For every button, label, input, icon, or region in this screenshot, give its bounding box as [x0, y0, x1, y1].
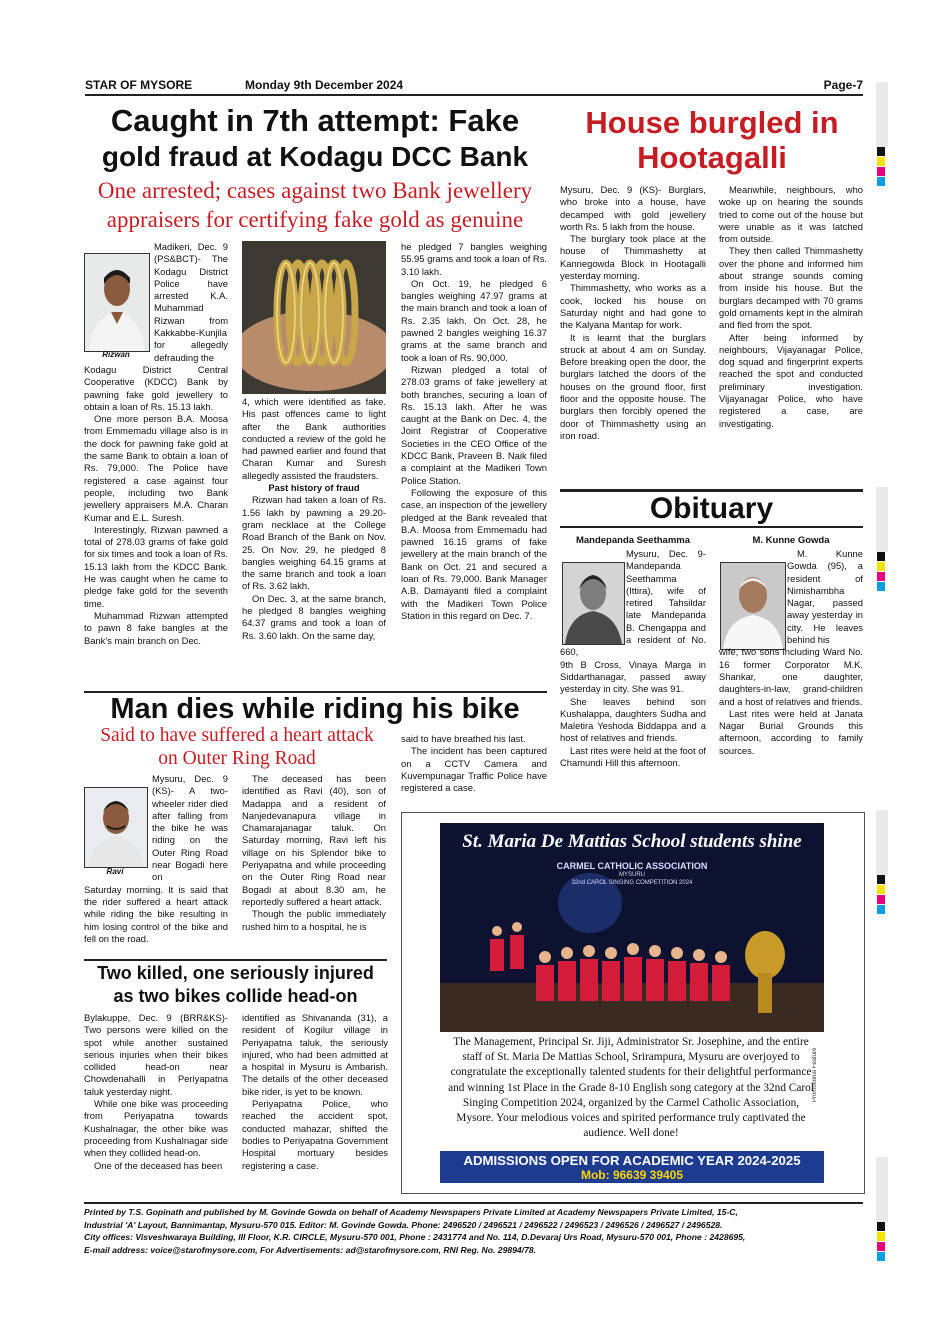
photo-float-spacer [84, 241, 154, 362]
story3-subhead-line2: on Outer Ring Road [158, 748, 316, 769]
obituary-title: Obituary [649, 492, 774, 525]
ad-banner-line1: CARMEL CATHOLIC ASSOCIATION [556, 861, 708, 871]
obituary-left-p3: Last rites were held at the foot of Chamundi Hill this afternoon. [560, 744, 707, 769]
story1-col1-p2: One more person B.A. Moosa from Emmemadu village also is in the dock for pawning fake gold at the same Bank to obtain a loan of Rs. 79,000. The Police have registered a case against four people, including two Bank jewellery appraisers M.A. Charan Kumar and E.L. Suresh. [84, 413, 228, 523]
paper-name: STAR OF MYSORE [85, 78, 193, 92]
ad-banner-line2: MYSURU [618, 872, 645, 878]
ad-mobile-number: Mob: 96639 39405 [580, 1168, 684, 1182]
story2-col1-p3: Thimmashetty, who works as a cook, locked his house on Saturday night and had gone to the Kalyana Mantap for work. [560, 282, 706, 331]
story4-top-rule [84, 959, 387, 961]
story1-col1-p1: Kodagu District Central Cooperative (KDCC) Bank by pawning fake gold jewellery to obtain a loan of Rs. 15.13 lakh. [84, 363, 228, 412]
ravi-caption: Ravi [106, 867, 124, 876]
story4-column-2 [242, 1012, 388, 1172]
margin-strip-2 [876, 487, 888, 552]
rizwan-caption: Rizwan [102, 350, 130, 359]
registration-mark-magenta [877, 167, 885, 176]
story3-col2-p2: Though the public immediately rushed him to a hospital, he is [242, 908, 386, 932]
ad-body-text: The Management, Principal Sr. Jiji, Administrator Sr. Josephine, and the entire staff of St. Maria De Mattias School, Srirampura, Mysuru are overjoyed to congratulate the exceptionally talented students for their delightful performance and winning 1st Place in the Grade 8-10 English song category at the 32nd Carol Singing Competition 2024, organized by the Carmel Catholic Association, Mysore. Your melodious voices and spirited performance truly captivated the audience. Well done! [448, 1036, 814, 1140]
story1-col3-p2: On Oct. 19, he pledged 6 bangles weighing 47.97 grams at the main branch and took a loan of Rs. 2.35 lakh. On Oct. 28, he pawned 2 bangles weighing 16.37 grams at the same branch and took a loan of Rs. 90,000. [401, 277, 547, 363]
registration-mark-cyan [877, 905, 885, 914]
story1-headline-line2: gold fraud at Kodagu DCC Bank [101, 141, 529, 172]
story4-headline-line1: Two killed, one seriously injured [97, 963, 374, 983]
story1-col3-p1: he pledged 7 bangles weighing 55.95 grams and took a loan of Rs. 3.10 lakh. [401, 241, 547, 277]
story3-column-2 [242, 773, 386, 933]
registration-mark-yellow [877, 157, 885, 166]
story3-col3-p2: The incident has been captured on a CCTV Camera and Kuvempunagar Traffic Police have registered a case. [401, 745, 547, 794]
story2-col2-p1: Meanwhile, neighbours, who woke up on hearing the sounds tried to come out of the house but were unable as it was latched from outside. [719, 184, 863, 245]
obituary-bottom-rule [560, 526, 863, 528]
story2-column-1 [560, 184, 706, 442]
registration-mark-cyan [877, 1252, 885, 1261]
registration-mark-black [877, 875, 885, 884]
photo-float-spacer [719, 548, 787, 646]
ad-admissions-text: ADMISSIONS OPEN FOR ACADEMIC YEAR 2024-2025 [463, 1153, 801, 1168]
photo-float-spacer [560, 548, 626, 646]
story3-col1-p1: Saturday morning. It is said that the rider suffered a heart attack while riding the bike resulting in him losing control of the bike and fell on the road. [84, 883, 228, 944]
story4-col2-p1: identified as Shivananda (31), a resident of Kogilur village in Periyapatna taluk, the seriously injured, who had been admitted at a hospital in Mysuru is Ambarish. The details of the other deceased bike rider, is yet to be known. [242, 1012, 388, 1097]
story2-col1-p1: Mysuru, Dec. 9 (KS)- Burglars, who broke into a house, have decamped with gold jewellery worth Rs. 5 lakh from the house. [560, 184, 706, 232]
ad-side-label: Promotional Feature [812, 1047, 818, 1102]
story2-col1-p4: It is learnt that the burglars struck at about 4 am on Sunday. Before breaking open the door, the burglars latched the doors of the houses on the ground floor, first floor and the opposite house. The burglars then forcibly opened the door of Thimmashetty using an iron road. [560, 331, 706, 441]
story3-col1-lead: Mysuru, Dec. 9 (KS)- A two-wheeler rider died after falling from the bike he was riding on the Outer Ring Road near Bogadi here on [152, 773, 228, 883]
story1-col1-p3: Interestingly, Rizwan pawned a total of 278.03 grams of fake gold for six times and took a loan of Rs. 15.13 lakh from the KDCC Bank. He was caught when he came to pledge fake gold for the seventh time. [84, 523, 228, 609]
story2-col2-p3: After being informed by neighbours, Vijayanagar Police, dog squad and fingerprint experts reached the spot and conducted preliminary investigation. Vijayanagar Police, who have registered a case, are investigating. [719, 331, 863, 429]
margin-strip-4 [876, 1157, 888, 1222]
registration-mark-magenta [877, 895, 885, 904]
registration-mark-cyan [877, 177, 885, 186]
story1-column-2 [242, 396, 386, 642]
story1-column-3 [401, 241, 547, 622]
imprint-line-4: E-mail address: voice@starofmysore.com, For Advertisements: ad@starofmysore.com, RNI Reg. No. 29894/78. [84, 1244, 537, 1255]
story1-col2-p2: Rizwan had taken a loan of Rs. 1.56 lakh by pawning a 29.20-gram necklace at the College Road Branch of the Bank on Nov. 25. On Nov. 29, he pledged 8 bangles weighing 64.15 grams at the same branch and took a loan of Rs. 3.62 lakh. [242, 494, 386, 592]
story4-col1-p2: While one bike was proceeding from Periyapatna towards Kushalnagar, the other bike was proceeding from Kushalnagar side when they collided head-on. [84, 1098, 228, 1159]
page-number: Page-7 [823, 78, 863, 92]
story1-col3-p3: Rizwan pledged a total of 278.03 grams of fake jewellery at both branches, securing a loan of Rs. 15.13 lakh. After he was caught at the Bank on Dec. 4, the Joint Registrar of Cooperative Societies in the CEO Office of the KDCC Bank, Praveen B. Naik filed a complaint at the Madikeri Town Police Station. [401, 363, 547, 486]
footer-top-rule [84, 1202, 863, 1204]
registration-mark-black [877, 552, 885, 561]
registration-mark-cyan [877, 582, 885, 591]
story2-headline-line2: Hootagalli [637, 140, 787, 175]
obituary-left-column [560, 548, 706, 769]
registration-mark-magenta [877, 1242, 885, 1251]
margin-strip-1 [876, 82, 888, 147]
obituary-left-p1: 9th B Cross, Vinaya Marga in Siddarthanagar, passed away yesterday in city. She was 91. [560, 658, 706, 695]
story1-col3-p4: Following the exposure of this case, an inspection of the jewellery pledged at the Bank revealed that B.A. Moosa from Emmemadu had pawned 16.15 grams of fake jewellery at the main branch of the Bank on Oct. 21 and secured a loan of Rs. 79,000. Bank Manager A.B. Damayanti filed a complaint with the Madikeri Town Police Station in this regard on Dec. 7. [401, 486, 547, 621]
story4-column-1 [84, 1012, 228, 1172]
story3-headline: Man dies while riding his bike [110, 693, 520, 725]
registration-mark-yellow [877, 885, 885, 894]
margin-strip-3 [876, 810, 888, 875]
obituary-left-name: Mandepanda Seethamma [575, 535, 691, 546]
obituary-right-lead: M. Kunne Gowda (95), a resident of Nimishambha Nagar, passed away yesterday in city. He leaves behind his [787, 548, 863, 646]
story2-headline-line1: House burgled in [585, 105, 839, 140]
story1-headline-line1: Caught in 7th attempt: Fake [110, 103, 520, 138]
story2-col1-p2: The burglary took place at the house of Thimmashetty at Kannegowda Block in Hootagalli yesterday morning. [560, 233, 706, 282]
story4-col1-p3: One of the deceased has been [94, 1159, 223, 1171]
imprint-line-3: City offices: Visveshwaraya Building, III Floor, K.R. CIRCLE, Mysuru-570 001, Phone : 2431774 and No. 114, D.Devaraj Urs Road, Mysuru-570 001, Phone : 2428695, [84, 1232, 746, 1242]
obituary-right-p2: Last rites were held at Janata Nagar Burial Grounds this afternoon, according to family sources. [719, 707, 863, 756]
story3-col2-p1: The deceased has been identified as Ravi (40), son of Madappa and a resident of Nanjedevanapura village in Chamarajanagar taluk. On Saturday morning, Ravi left his village on his Splendor bike to Periyapatna and while proceeding on the Outer Ring Road near Bogadi at about 8.30 am, he reportedly suffered a heart attack. [242, 773, 386, 907]
ad-admissions-banner [440, 1151, 824, 1183]
obituary-right-p1: wife, two sons including Ward No. 16 former Corporator M.K. Shankar, one daughter, daughters-in-law, grand-children and a host of relatives and friends. [719, 646, 863, 707]
imprint-line-2: Industrial 'A' Layout, Bannimantap, Mysuru-570 015. Editor: M. Govinde Gowda. Phone: 2496520 / 2496521 / 2496522 / 2496523 / 2496526 / 2496527 / 2496528. [84, 1219, 723, 1230]
story1-subhead-past-history: Past history of fraud [268, 482, 360, 494]
story3-column-1 [84, 773, 228, 945]
story2-col2-p2: They then called Thimmashetty over the phone and informed him about strange sounds coming from inside his house. But the burglars decamped with 70 grams gold ornaments kept in the almirah and fled from the spot. [719, 245, 863, 331]
story4-col2-p2: Periyapatna Police, who reached the accident spot, conducted mahazar, shifted the bodies to Periyapatna Government Hospital mortuary besides registering a case. [242, 1098, 388, 1171]
registration-mark-yellow [877, 562, 885, 571]
bangles-photo [242, 241, 386, 394]
imprint-footer [84, 1206, 863, 1256]
obituary-right-column [719, 548, 863, 757]
ad-photo [440, 823, 824, 1032]
story3-col3-p1: said to have breathed his last. [401, 733, 526, 744]
story3-column-3 [401, 733, 547, 794]
story1-subhead-line1: One arrested; cases against two Bank jewellery [97, 178, 533, 203]
photo-float-spacer [84, 773, 152, 883]
registration-mark-magenta [877, 572, 885, 581]
issue-date: Monday 9th December 2024 [245, 78, 404, 92]
story1-col1-lead: Madikeri, Dec. 9 (PS&BCT)- The Kodagu District Police have arrested K.A. Muhammad Rizwan from Kakkabbe-Kunjila for allegedly defrauding the [154, 241, 228, 363]
story4-headline-line2: as two bikes collide head-on [113, 986, 358, 1006]
obituary-left-p2: She leaves behind son Kushalappa, daughters Sudha and Maletira Yeshoda Biddappa and a host of relatives and friends. [560, 695, 706, 744]
story3-subhead-line1: Said to have suffered a heart attack [100, 725, 374, 746]
ad-title: St. Maria De Mattias School students shine [462, 831, 802, 852]
story2-column-2 [719, 184, 863, 430]
registration-mark-black [877, 1222, 885, 1231]
story1-subhead-line2: appraisers for certifying fake gold as genuine [106, 207, 524, 232]
obituary-left-lead: Mysuru, Dec. 9- Mandepanda Seethamma (Ittira), wife of retired Tahsildar late Mandepanda B. Chengappa and a resident of No. 660, [560, 548, 706, 658]
story4-col1-p1: Bylakuppe, Dec. 9 (BRR&KS)- Two persons were killed on the spot while another sustained serious injuries when their bikes collided head-on near Chowdenahalli in Periyapatna taluk yesterday night. [84, 1012, 228, 1097]
story1-col1-p4: Muhammad Rizwan attempted to pawn 8 fake bangles at the Bank's main branch on Dec. [84, 609, 228, 646]
story1-col2-p1: 4, which were identified as fake. His past offences came to light after the Bank authorities conducted a review of the gold he had pawned earlier and found that Charan Kumar and Suresh allegedly assisted the fraudsters. [242, 396, 386, 481]
masthead-bar [85, 76, 863, 96]
imprint-line-1: Printed by T.S. Gopinath and published by M. Govinde Gowda on behalf of Academy Newspapers Private Limited at Academy Newspapers Private Limited, 15-C, [84, 1207, 738, 1217]
story1-column-1 [84, 241, 228, 647]
story1-col2-p3: On Dec. 3, at the same branch, he pledged 8 bangles weighing 64.37 grams and took a loan of Rs. 3.60 lakh. On the same day, [242, 592, 386, 641]
registration-mark-black [877, 147, 885, 156]
obituary-right-name: M. Kunne Gowda [752, 535, 830, 546]
registration-mark-yellow [877, 1232, 885, 1241]
ad-banner-line3: 32nd CAROL SINGING COMPETITION 2024 [571, 880, 693, 886]
